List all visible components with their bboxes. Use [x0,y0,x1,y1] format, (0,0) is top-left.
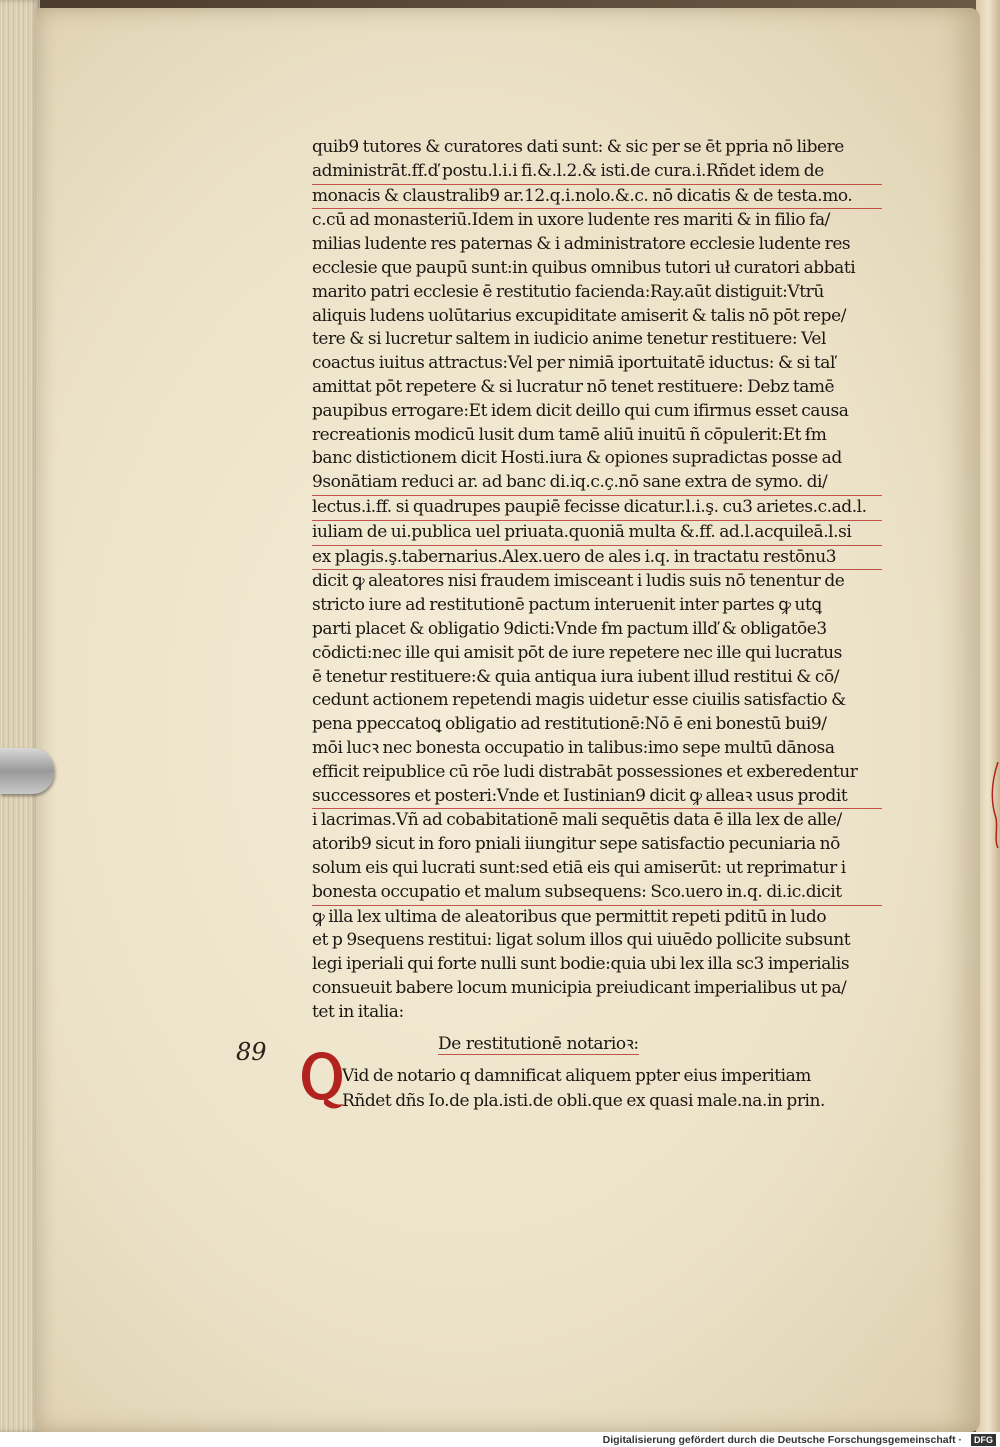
text-line: i lacrimas.Vñ ad cobabitationē mali sequētis data ē illa lex de alle/ [312,810,842,831]
text-line: administrāt.ff.ď postu.l.i.i fi.&.l.2.& isti.de cura.i.Rñdet idem de [312,160,882,185]
text-line: cedunt actionem repetendi magis uidetur esse ciuilis satisfactio & [312,690,846,711]
main-text-block [312,136,882,1024]
folio-number: 89 [236,1038,267,1066]
second-paragraph [342,1064,882,1114]
text-line: solum eis qui lucrati sunt:sed etiā eis qui amiserūt: ut reprimatur i [312,857,846,878]
footer-credit: Digitalisierung gefördert durch die Deutsche Forschungsgemeinschaft · [602,1434,962,1446]
page-clip [0,748,54,794]
text-line: 9sonātiam reduci ar. ad banc di.iq.c.ç.nō sane extra de symo. di/ [312,471,882,496]
text-line: Rñdet dñs Io.de pla.isti.de obli.que ex quasi male.na.in prin. [342,1091,825,1111]
text-line: stricto iure ad restitutionē pactum interuenit inter partes ꝙ utꝗ [312,595,822,616]
text-line: ecclesie que paupū sunt:in quibus omnibus tutori uł curatori abbati [312,257,856,278]
text-line: ꝙ illa lex ultima de aleatoribus que permittit repeti pditū in ludo [312,906,827,927]
text-line: successores et posteri:Vnde et Iustinian9 dicit ꝙ alleaꝛ usus prodit [312,785,882,810]
dfg-logo: DFG [971,1434,996,1446]
text-line: coactus iuitus attractus:Vel per nimiā iportuitatē iductus: & si taľ [312,353,835,374]
text-line: consueuit babere locum municipia preiudicant imperialibus ut pa/ [312,977,847,998]
text-line: pena ppeccatoꝗ obligatio ad restitutionē:Nō ē eni bonestū bui9/ [312,714,827,735]
initial-letter: Q [317,1074,327,1085]
text-line: efficit reipublice cū rōe ludi distrabāt possessiones et exberedentur [312,761,858,782]
text-line: aliquis ludens uolūtarius excupiditate amiserit & talis nō pōt repe/ [312,305,846,326]
text-line: tere & si lucretur saltem in iudicio anime tenetur restituere: Vel [312,329,826,350]
text-line: parti placet & obligatio 9dicti:Vnde ẜm pactum illď & obligatōe3 [312,618,827,639]
text-line: milias ludente res paternas & i administratore ecclesie ludente res [312,234,851,255]
text-line: cōdicti:nec ille qui amisit pōt de iure repetere nec ille qui lucratus [312,642,842,663]
text-line: iuliam de ui.publica uel priuata.quoniā multa &.ff. ad.l.acquileā.l.si [312,521,882,546]
text-line: tet in italia: [312,1001,404,1022]
text-line: mōi lucꝛ nec bonesta occupatio in talibus:imo sepe multū dānosa [312,737,835,758]
text-line: quib9 tutores & curatores dati sunt: & sic per se ēt ppria nō libere [312,137,844,157]
text-line: et p 9sequens restitui: ligat solum illos qui uiuēdo pollicite subsunt [312,930,851,951]
text-line: atorib9 sicut in foro pniali iiungitur sepe satisfactio pecuniaria nō [312,834,840,855]
text-line: bonesta occupatio et malum subsequens: Sco.uero in.q. di.ic.dicit [312,881,882,906]
page-stack-edge [0,0,40,1432]
text-line: dicit ꝙ aleatores nisi fraudem imisceant i ludis suis nō tenentur de [312,571,845,592]
text-line: recreationis modicū lusit dum tamē aliū inuitū ñ cōpulerit:Et ẜm [312,424,827,445]
text-line: lectus.i.ff. si quadrupes paupiē fecisse dicatur.l.i.ş. cu3 arietes.c.ad.l. [312,496,882,521]
margin-rubric-mark [988,760,1000,850]
text-line: marito patri ecclesie ē restitutio facienda:Ray.aūt distiguit:Vtrū [312,281,824,302]
text-line: ex plagis.ş.tabernarius.Alex.uero de ales i.q. in tractatu restōnu3 [312,546,882,571]
text-line: monacis & claustralib9 ar.12.q.i.nolo.&.c. nō dicatis & de testa.mo. [312,185,882,210]
digitization-footer [0,1432,1000,1447]
text-line: paupibus errogare:Et idem dicit deillo qui cum ifirmus esset causa [312,400,849,421]
text-line: legi iperiali qui forte nulli sunt bodie:quia ubi lex illa sc3 imperialis [312,954,850,975]
text-line: ē tenetur restituere:& quia antiqua iura iubent illud restitui & cō/ [312,666,840,687]
text-line: banc distictionem dicit Hosti.iura & opiones supradictas posse ad [312,448,842,469]
text-line: Vid de notario q damnificat aliquem ppter eius imperitiam [342,1066,811,1086]
text-line: c.cū ad monasteriū.Idem in uxore ludente res mariti & in filio fa/ [312,210,830,231]
section-heading: De restitutionē notarioꝛ: [438,1031,639,1055]
rubricated-initial [300,1048,344,1112]
text-line: amittat pōt repetere & si lucratur nō tenet restituere: Debz tamē [312,376,835,397]
